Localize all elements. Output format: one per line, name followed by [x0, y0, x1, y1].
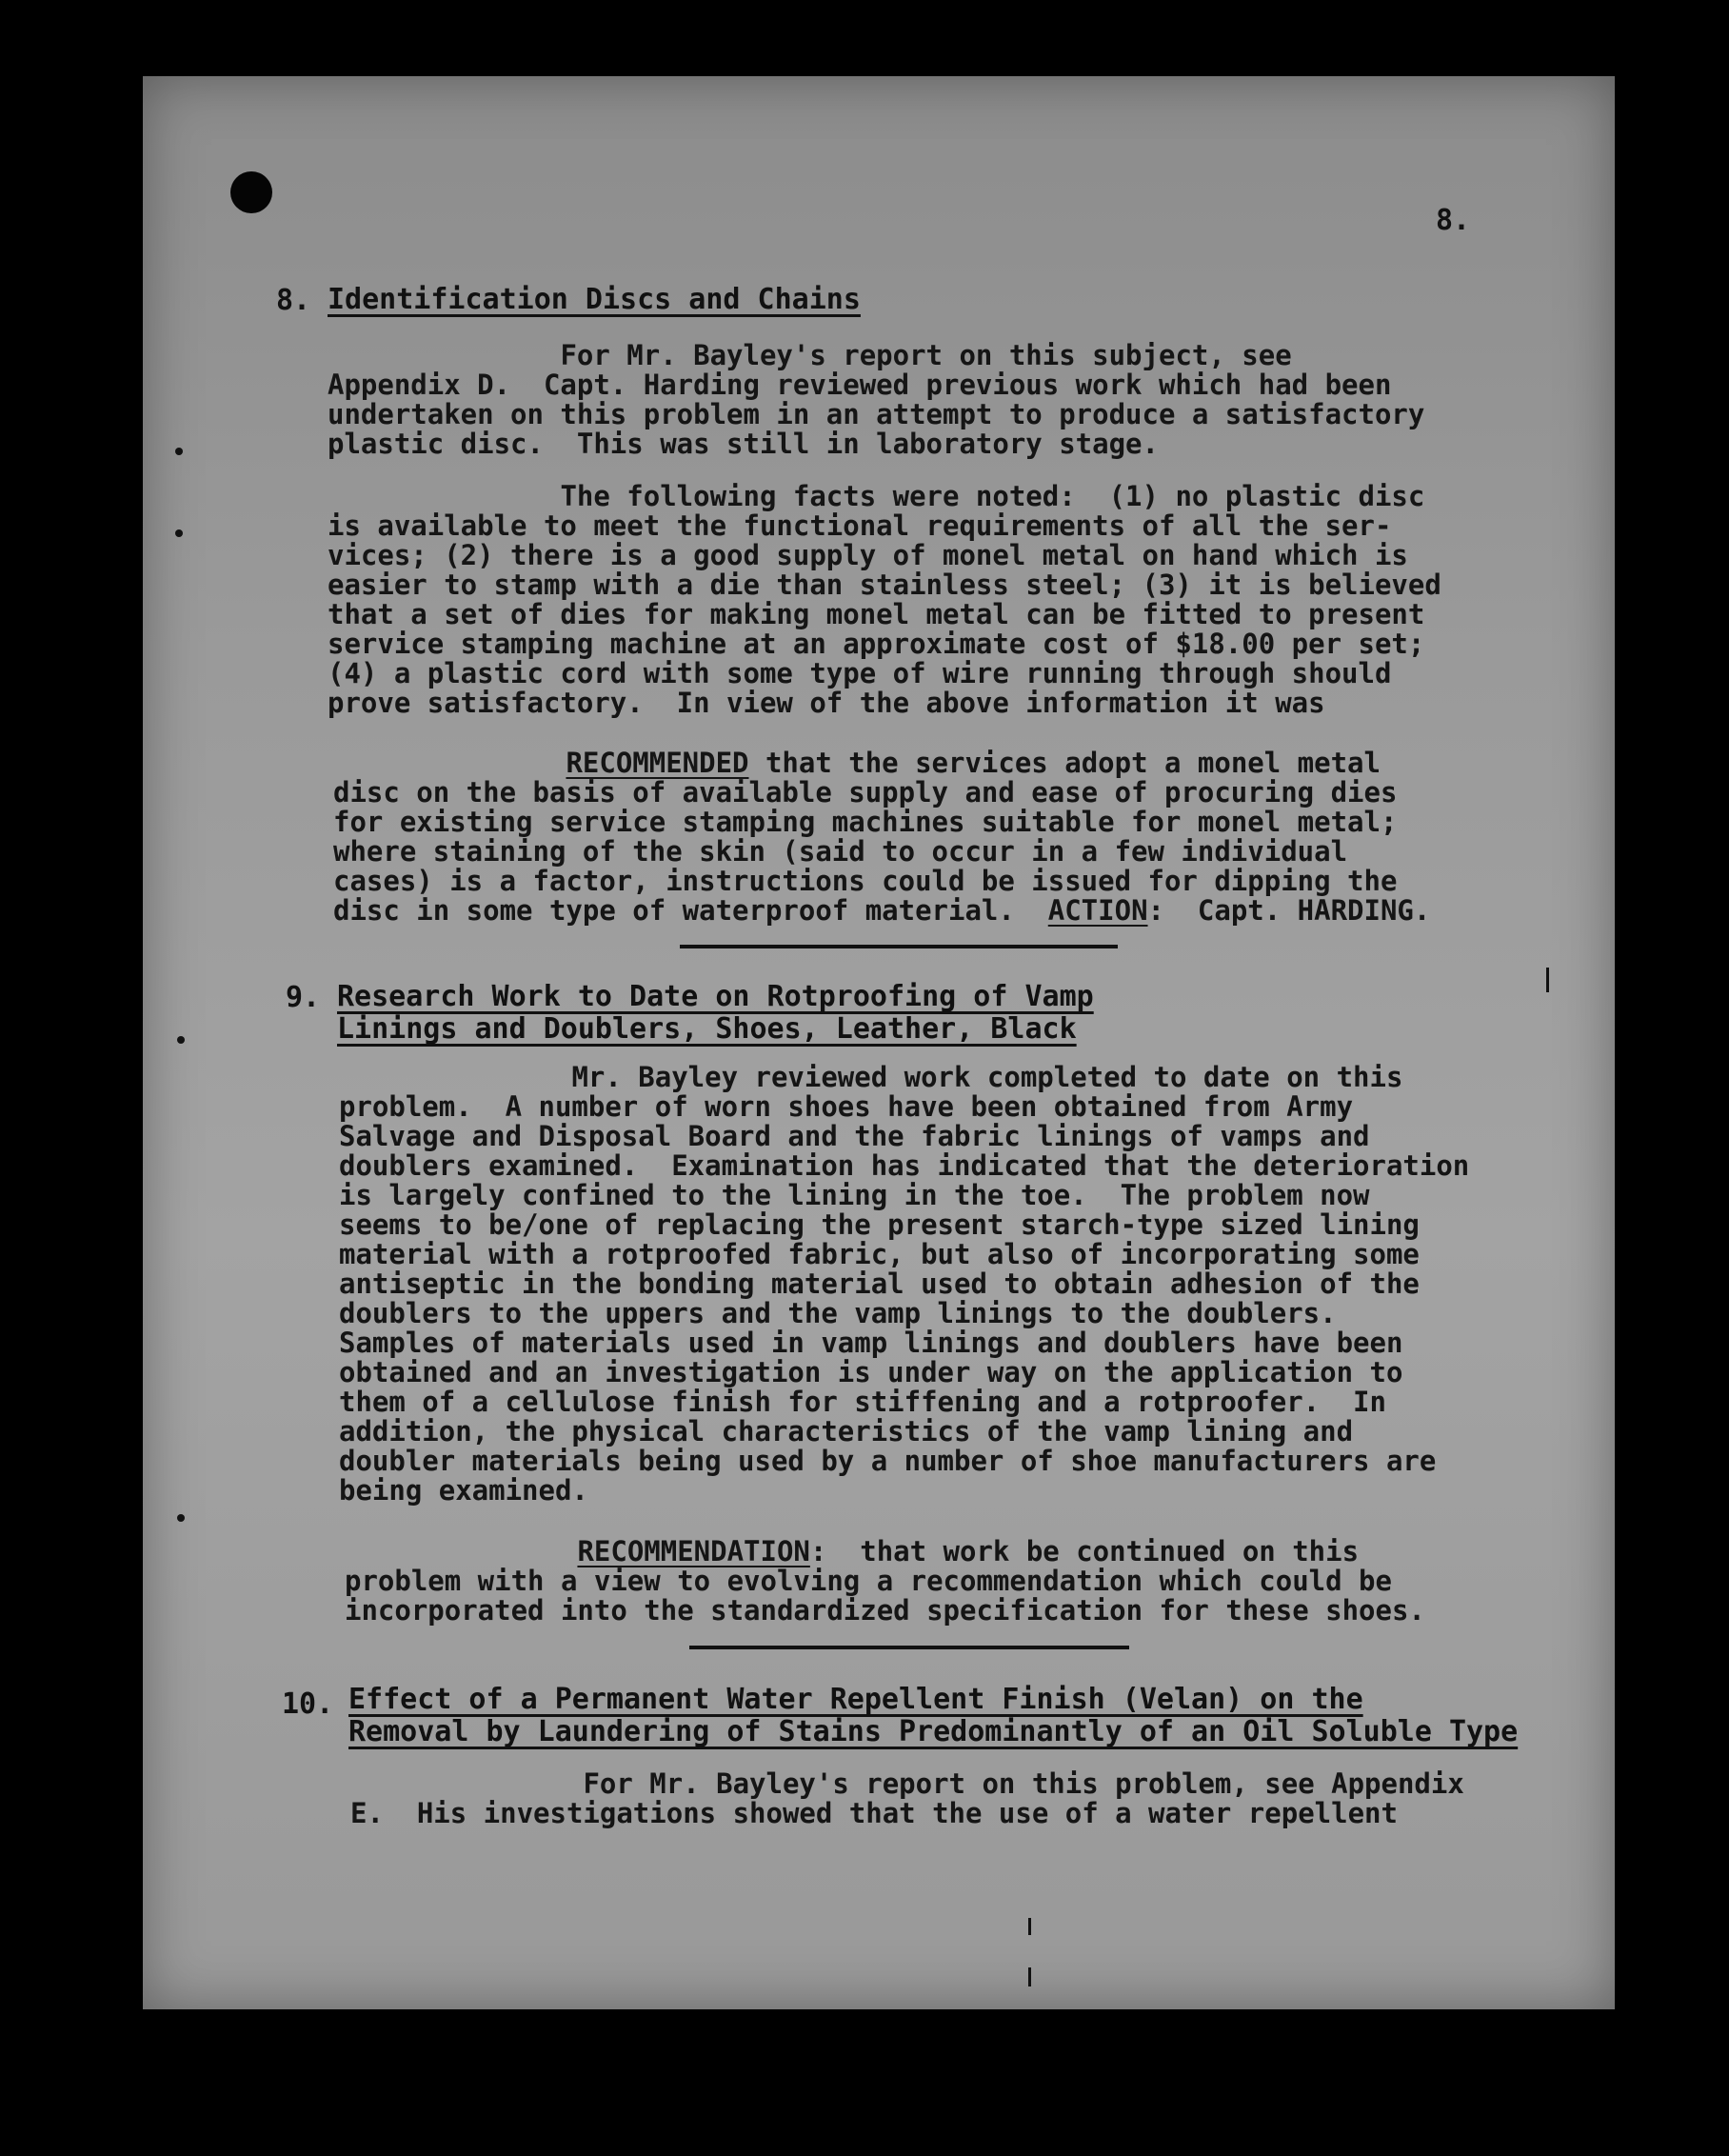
section-heading-line: Research Work to Date on Rotproofing of Vamp — [337, 980, 1094, 1013]
speck — [177, 1514, 185, 1522]
action-label: ACTION — [1047, 894, 1148, 927]
speck — [175, 529, 183, 537]
page-number: 8. — [1436, 204, 1471, 237]
margin-mark — [1546, 968, 1549, 992]
section-heading — [337, 981, 1094, 1046]
section-number: 8. — [276, 284, 311, 317]
paragraph: The following facts were noted: (1) no plastic disc is available to meet the functional requirements of all the ser- vices; (2) there is a good supply of monel metal on hand which is easier to stamp with a die than stainless steel; (3) it is believed that a set of dies for making monel metal can be fitted to present service stamping machine at an approximate cost of $18.00 per set; (4) a plastic cord with some type of wire running through should prove satisfactory. In view of the above information it was — [328, 480, 1441, 719]
recommendation-text: that the services adopt a monel metal disc on the basis of available supply and ease of procuring dies for existing service stamping machines suitable for monel metal; where staining of the skin (said to occur in a few individual cases) is a factor, instructions could be issued for dipping the disc in some type of waterproof material. — [333, 747, 1398, 927]
margin-mark — [1028, 1918, 1031, 1935]
margin-mark — [1028, 1967, 1031, 1986]
speck — [177, 1036, 185, 1044]
section-heading-line: Removal by Laundering of Stains Predominantly of an Oil Soluble Type — [348, 1715, 1519, 1748]
paragraph: For Mr. Bayley's report on this problem, see Appendix E. His investigations showed that the use of a water repellent — [350, 1767, 1464, 1829]
speck — [175, 448, 183, 455]
section-divider — [689, 1646, 1129, 1649]
recommendation-paragraph — [345, 1537, 1525, 1626]
recommendation-label: RECOMMENDED — [566, 747, 749, 779]
section-divider — [680, 945, 1118, 948]
action-text: : Capt. HARDING. — [1147, 894, 1431, 927]
recommendation-text: : that work be continued on this problem with a view to evolving a recommendation which could be incorporated into the standardized specification for these shoes. — [345, 1535, 1425, 1627]
section-number: 10. — [282, 1687, 334, 1721]
section-number: 9. — [286, 981, 321, 1014]
punch-hole — [230, 171, 272, 213]
section-heading — [348, 1684, 1518, 1748]
paragraph: Mr. Bayley reviewed work completed to date on this problem. A number of worn shoes have been obtained from Army Salvage and Disposal Board and the fabric linings of vamps and doublers examined. Examination has indicated that the deterioration is largely confined to the lining in the toe. The problem now seems to be/one of replacing the present starch-type sized lining material with a rotproofed fabric, but also of incorporating some antiseptic in the bonding material used to obtain adhesion of the doublers to the uppers and the vamp linings to the doublers. Samples of materials used in vamp linings and doublers have been obtained and an investigation is under way on the application to them of a cellulose finish for stiffening and a rotproofer. In addition, the physical characteristics of the vamp lining and doubler materials being used by a number of shoe manufacturers are being examined. — [339, 1061, 1470, 1507]
section-heading-line: Identification Discs and Chains — [328, 283, 861, 316]
section-heading-line: Effect of a Permanent Water Repellent Finish (Velan) on the — [348, 1683, 1363, 1716]
section-heading — [328, 284, 861, 316]
section-heading-line: Linings and Doublers, Shoes, Leather, Black — [337, 1012, 1077, 1046]
paragraph: For Mr. Bayley's report on this subject, see Appendix D. Capt. Harding reviewed previous work which had been undertaken on this problem in an attempt to produce a satisfactory plastic disc. This was still in laboratory stage. — [328, 339, 1425, 460]
recommendation-paragraph — [333, 749, 1514, 926]
recommendation-label: RECOMMENDATION — [577, 1535, 810, 1567]
